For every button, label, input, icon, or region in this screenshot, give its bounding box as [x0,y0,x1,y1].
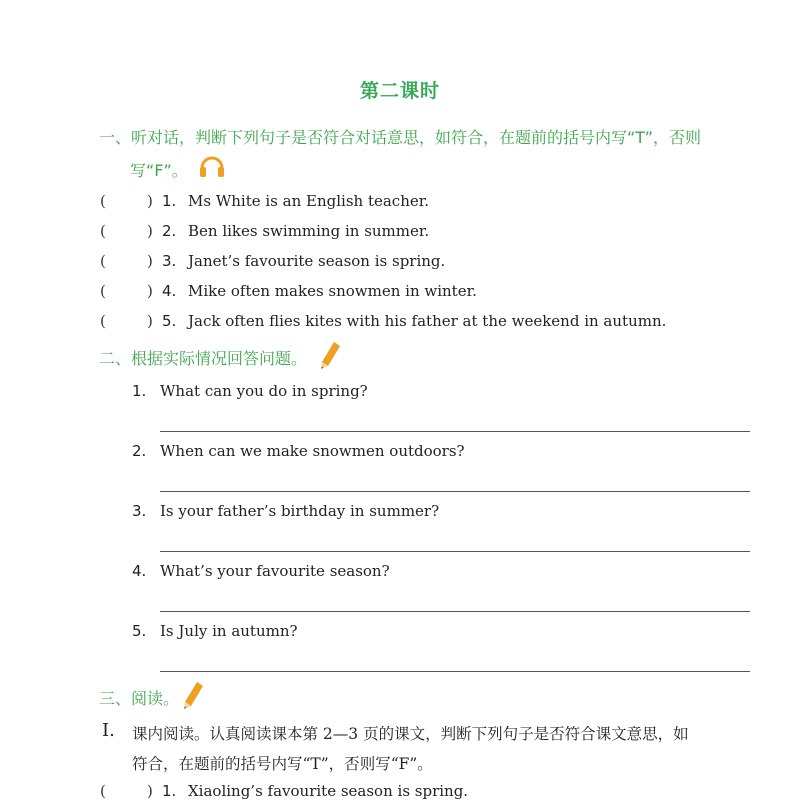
answer-bracket-close: ) [147,312,153,330]
item-number: 4. [162,282,177,300]
answer-line[interactable] [160,551,750,552]
item-text: Mike often makes snowmen in winter. [188,282,477,300]
question-number: 1. [132,382,147,400]
answer-bracket-close: ) [147,222,153,240]
question-text: What can you do in spring? [160,382,368,400]
question-number: 2. [132,442,147,460]
item-number: 1. [162,192,177,210]
question-number: 3. [132,502,147,520]
answer-line[interactable] [160,431,750,432]
list-item [0,312,800,334]
part-number: I. [102,720,115,741]
item-number: 1. [162,782,177,800]
question-text: Is July in autumn? [160,622,298,640]
list-item [0,782,800,800]
item-number: 2. [162,222,177,240]
section1-heading-line1: 一、听对话，判断下列句子是否符合对话意思，如符合，在题前的括号内写“T”，否则 [99,128,702,147]
question-text: Is your father’s birthday in summer? [160,502,440,520]
question-item [0,562,800,584]
item-text: Jack often flies kites with his father at the weekend in autumn. [188,312,667,330]
question-number: 5. [132,622,147,640]
answer-bracket-open[interactable]: ( [100,782,106,800]
answer-bracket-open[interactable]: ( [100,282,106,300]
list-item [0,192,800,214]
answer-line[interactable] [160,491,750,492]
list-item [0,282,800,304]
pencil-icon [318,340,342,374]
question-text: When can we make snowmen outdoors? [160,442,465,460]
item-text: Ms White is an English teacher. [188,192,430,210]
item-text: Xiaoling’s favourite season is spring. [188,782,469,800]
item-number: 5. [162,312,177,330]
answer-line[interactable] [160,671,750,672]
question-item [0,622,800,644]
headphones-icon [198,153,226,183]
answer-bracket-open[interactable]: ( [100,222,106,240]
question-number: 4. [132,562,147,580]
answer-bracket-close: ) [147,252,153,270]
instruction-line1: 课内阅读。认真阅读课本第 2—3 页的课文，判断下列句子是否符合课文意思，如 [132,725,689,743]
section2-heading: 二、根据实际情况回答问题。 [99,349,308,368]
instruction-line2: 符合，在题前的括号内写“T”，否则写“F”。 [132,755,433,773]
list-item [0,222,800,244]
section1-heading-line2: 写“F”。 [130,161,188,180]
list-item [0,252,800,274]
answer-bracket-open[interactable]: ( [100,252,106,270]
section3-heading: 三、阅读。 [99,689,180,708]
question-item [0,502,800,524]
answer-bracket-close: ) [147,782,153,800]
item-text: Ben likes swimming in summer. [188,222,430,240]
question-item [0,442,800,464]
answer-bracket-close: ) [147,192,153,210]
item-number: 3. [162,252,177,270]
item-text: Janet’s favourite season is spring. [188,252,446,270]
pencil-icon [181,680,205,714]
answer-bracket-open[interactable]: ( [100,312,106,330]
page-title: 第二课时 [359,80,440,102]
question-text: What’s your favourite season? [160,562,390,580]
answer-bracket-close: ) [147,282,153,300]
answer-line[interactable] [160,611,750,612]
answer-bracket-open[interactable]: ( [100,192,106,210]
question-item [0,382,800,404]
